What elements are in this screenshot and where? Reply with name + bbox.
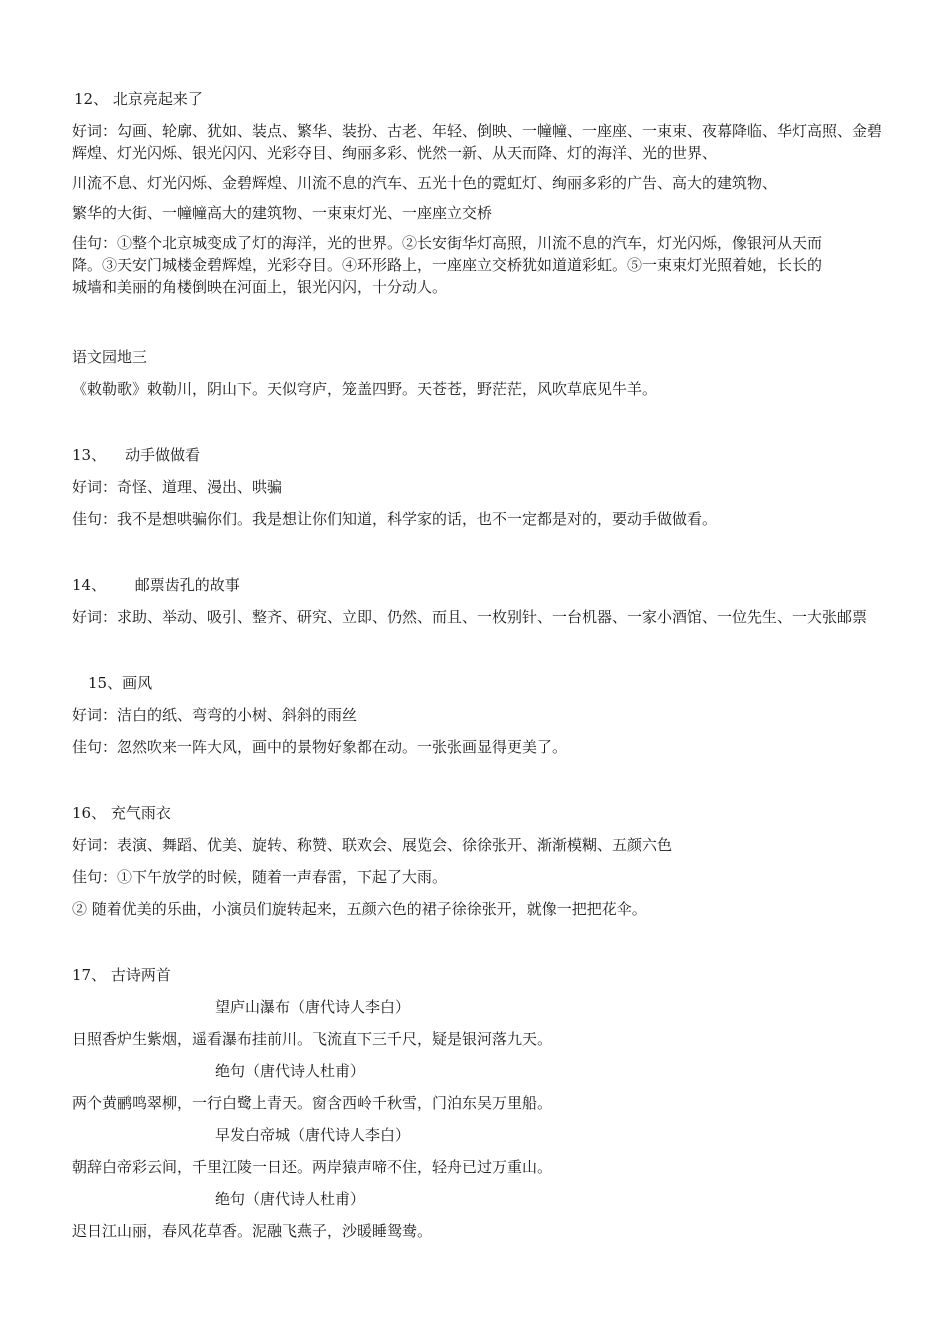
section-15-words: 好词：洁白的纸、弯弯的小树、斜斜的雨丝 bbox=[72, 706, 358, 724]
section-12-sentence-line-2: 降。③天安门城楼金碧辉煌，光彩夺目。④环形路上，一座座立交桥犹如道道彩虹。⑤一束束灯光照着她，长长的 bbox=[72, 256, 823, 274]
section-13-sentence: 佳句：我不是想哄骗你们。我是想让你们知道，科学家的话，也不一定都是对的，要动手做做看。 bbox=[72, 510, 718, 528]
section-12-sentence-line-3: 城墙和美丽的角楼倒映在河面上，银光闪闪，十分动人。 bbox=[72, 278, 448, 296]
poem-title: 绝句（唐代诗人杜甫） bbox=[215, 1062, 366, 1080]
section-16-title: 16、 充气雨衣 bbox=[72, 804, 171, 822]
section-12-words-line-2: 辉煌、灯光闪烁、银光闪闪、光彩夺目、绚丽多彩、恍然一新、从天而降、灯的海洋、光的世界、 bbox=[72, 144, 718, 162]
poem-title: 望庐山瀑布（唐代诗人李白） bbox=[215, 998, 411, 1016]
poem-title: 早发白帝城（唐代诗人李白） bbox=[215, 1126, 411, 1144]
section-15-title: 15、画风 bbox=[88, 674, 153, 692]
section-16-sentence-1: 佳句：①下午放学的时候，随着一声春雷，下起了大雨。 bbox=[72, 868, 448, 886]
poem-text: 朝辞白帝彩云间，千里江陵一日还。两岸猿声啼不住，轻舟已过万重山。 bbox=[72, 1158, 553, 1176]
poem-text: 日照香炉生紫烟，遥看瀑布挂前川。飞流直下三千尺，疑是银河落九天。 bbox=[72, 1030, 553, 1048]
document-page bbox=[72, 88, 882, 1242]
section-14-title: 14、 邮票齿孔的故事 bbox=[72, 576, 240, 594]
section-12-words-line-4: 繁华的大街、一幢幢高大的建筑物、一束束灯光、一座座立交桥 bbox=[72, 204, 493, 222]
section-12-words-line-3: 川流不息、灯光闪烁、金碧辉煌、川流不息的汽车、五光十色的霓虹灯、绚丽多彩的广告、高大的建筑物、 bbox=[72, 174, 778, 192]
section-15-sentence: 佳句：忽然吹来一阵大风，画中的景物好象都在动。一张张画显得更美了。 bbox=[72, 738, 568, 756]
poem-text: 两个黄鹂鸣翠柳，一行白鹭上青天。窗含西岭千秋雪，门泊东吴万里船。 bbox=[72, 1094, 553, 1112]
section-12-words-line-1: 好词：勾画、轮廓、犹如、装点、繁华、装扮、古老、年轻、倒映、一幢幢、一座座、一束束、夜幕降临、华灯高照、金碧 bbox=[72, 122, 883, 140]
section-13-words: 好词：奇怪、道理、漫出、哄骗 bbox=[72, 478, 283, 496]
chile-ge-poem: 《敕勒歌》敕勒川，阴山下。天似穹庐，笼盖四野。天苍苍，野茫茫，风吹草底见牛羊。 bbox=[72, 380, 658, 398]
yuwen-yuandi-3-title: 语文园地三 bbox=[72, 348, 148, 366]
section-17-title: 17、 古诗两首 bbox=[72, 966, 171, 984]
section-13-title: 13、 动手做做看 bbox=[72, 446, 201, 464]
poem-title: 绝句（唐代诗人杜甫） bbox=[215, 1190, 366, 1208]
section-14-words: 好词：求助、举动、吸引、整齐、研究、立即、仍然、而且、一枚别针、一台机器、一家小酒馆、一位先生、一大张邮票 bbox=[72, 608, 868, 626]
section-16-words: 好词：表演、舞蹈、优美、旋转、称赞、联欢会、展览会、徐徐张开、渐渐模糊、五颜六色 bbox=[72, 836, 673, 854]
poem-text: 迟日江山丽，春风花草香。泥融飞燕子，沙暖睡鸳鸯。 bbox=[72, 1222, 433, 1240]
section-12-title: 12、 北京亮起来了 bbox=[74, 90, 203, 108]
section-16-sentence-2: ② 随着优美的乐曲，小演员们旋转起来，五颜六色的裙子徐徐张开，就像一把把花伞。 bbox=[72, 900, 647, 918]
section-12-sentence-line-1: 佳句：①整个北京城变成了灯的海洋，光的世界。②长安街华灯高照，川流不息的汽车，灯光闪烁，像银河从天而 bbox=[72, 234, 823, 252]
